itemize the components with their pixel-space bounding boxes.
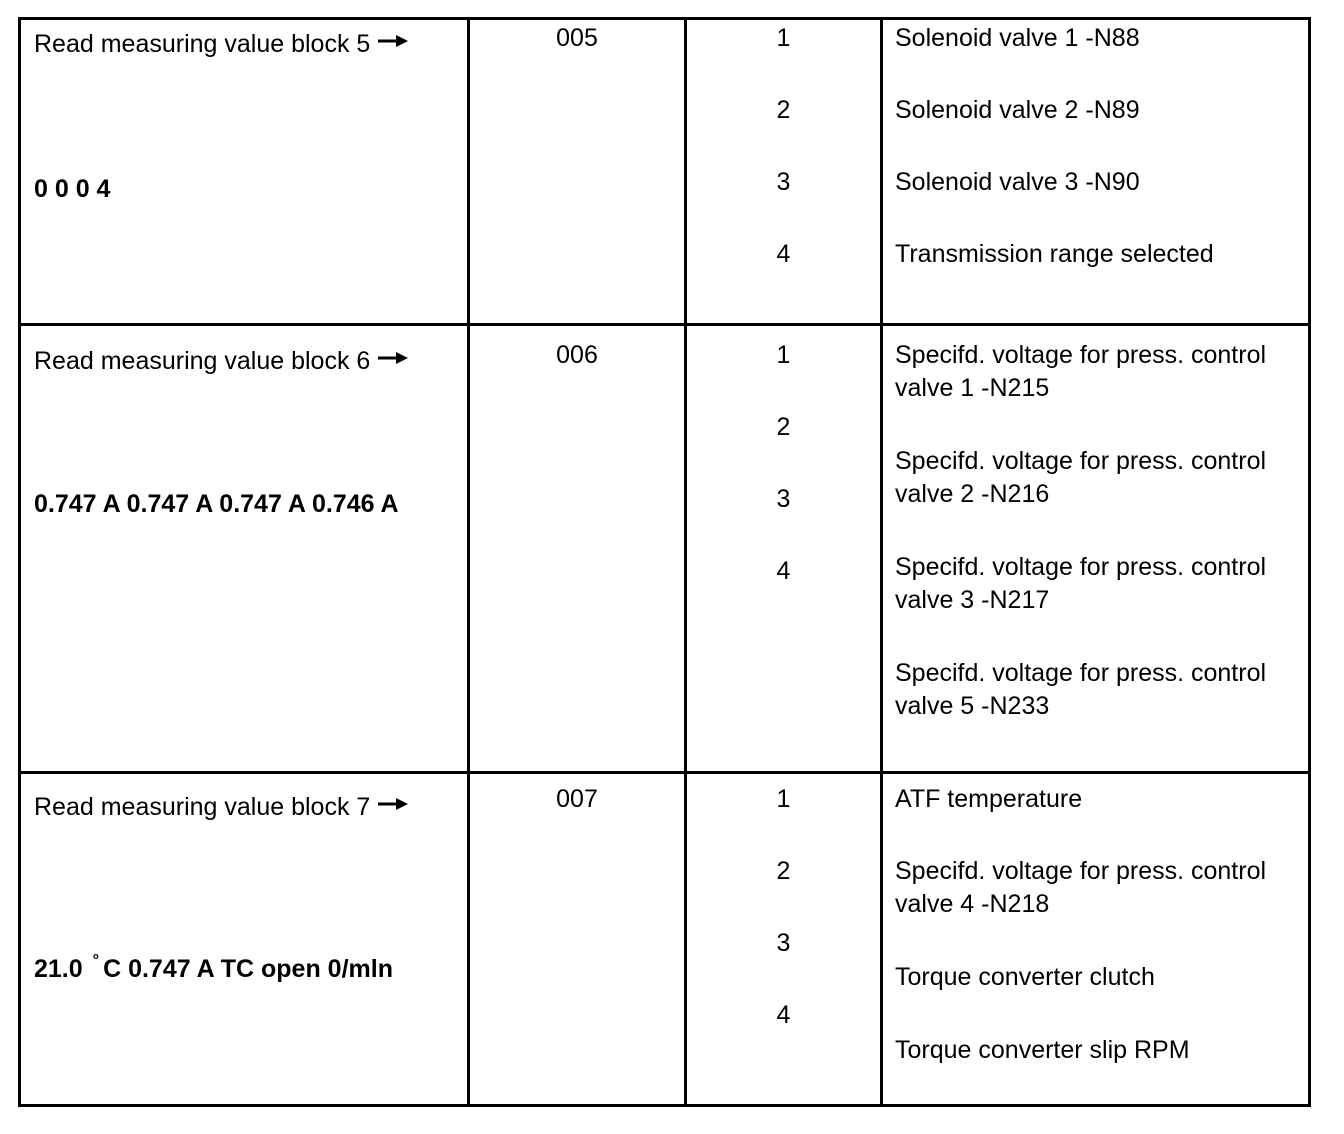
- arrow-right-icon: [378, 351, 408, 365]
- field-description: Torque converter slip RPM: [895, 1036, 1190, 1064]
- block-label-text: Read measuring value block 6: [34, 347, 371, 375]
- field-description: Torque converter clutch: [895, 963, 1155, 991]
- block-value: [34, 944, 393, 986]
- table-row: [21, 771, 1308, 1104]
- arrow-right-icon: [378, 797, 408, 811]
- field-number: 2: [776, 96, 791, 124]
- field-description: Specifd. voltage for press. control valve 1 -N215: [895, 341, 1267, 402]
- block-label: [34, 345, 408, 378]
- block-label: [34, 28, 408, 61]
- degree-symbol: °: [92, 952, 100, 969]
- field-number: 4: [776, 1001, 791, 1029]
- table-row: [21, 20, 1308, 323]
- block-value-temperature: 21.0: [34, 955, 83, 983]
- field-number: 1: [776, 24, 791, 52]
- field-number: 4: [776, 557, 791, 585]
- block-code: 006: [556, 341, 598, 369]
- field-description: Specifd. voltage for press. control valve 2 -N216: [895, 447, 1267, 508]
- block-value: 0.747 A 0.747 A 0.747 A 0.746 A: [34, 490, 399, 518]
- field-description: Specifd. voltage for press. control valve 5 -N233: [895, 659, 1267, 720]
- measuring-value-table: [18, 17, 1311, 1107]
- block-code: 007: [556, 785, 598, 813]
- block-value: 0 0 0 4: [34, 175, 111, 203]
- block-value-rest: C 0.747 A TC open 0/mln: [103, 955, 393, 983]
- field-description: ATF temperature: [895, 785, 1083, 813]
- table-row: [21, 323, 1308, 771]
- block-label-text: Read measuring value block 7: [34, 793, 371, 821]
- field-number: 2: [776, 413, 791, 441]
- field-description: Solenoid valve 3 -N90: [895, 168, 1140, 196]
- field-number: 1: [776, 785, 791, 813]
- field-number: 3: [776, 168, 791, 196]
- field-description: Specifd. voltage for press. control valve 4 -N218: [895, 857, 1267, 918]
- block-code: 005: [556, 24, 598, 52]
- block-label-text: Read measuring value block 5: [34, 30, 371, 58]
- field-description: Transmission range selected: [895, 240, 1214, 268]
- field-description: Solenoid valve 1 -N88: [895, 24, 1140, 52]
- field-description: Specifd. voltage for press. control valve 3 -N217: [895, 553, 1267, 614]
- field-number: 3: [776, 929, 791, 957]
- field-number: 1: [776, 341, 791, 369]
- field-description: Solenoid valve 2 -N89: [895, 96, 1140, 124]
- arrow-right-icon: [378, 34, 408, 48]
- field-number: 3: [776, 485, 791, 513]
- field-number: 2: [776, 857, 791, 885]
- block-label: [34, 791, 408, 824]
- field-number: 4: [776, 240, 791, 268]
